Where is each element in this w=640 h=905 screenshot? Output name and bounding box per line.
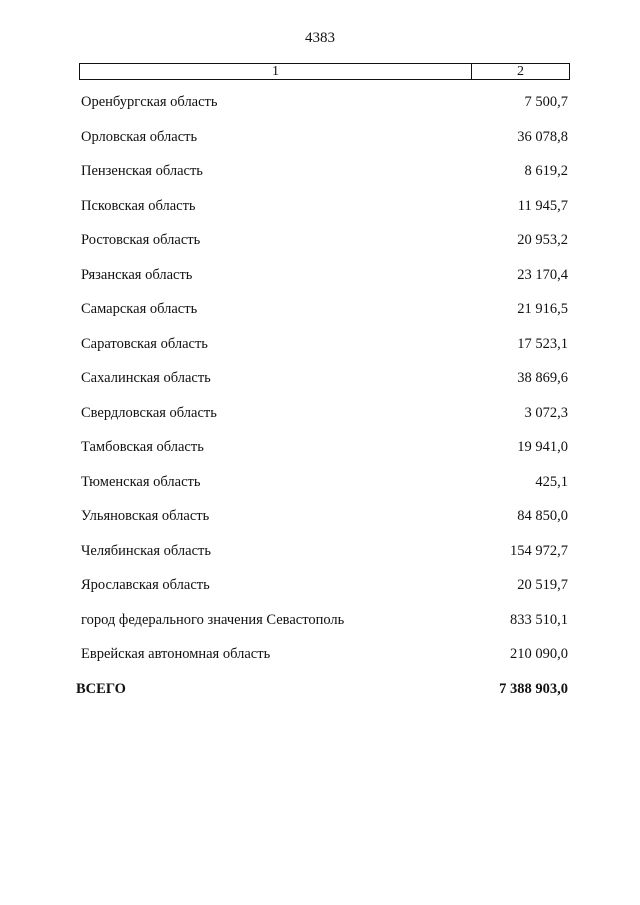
region-value: 20 519,7	[517, 577, 568, 593]
table-row	[79, 646, 568, 681]
table-row	[79, 474, 568, 509]
region-name: Еврейская автономная область	[81, 646, 271, 662]
table-row	[79, 301, 568, 336]
table-row	[79, 163, 568, 198]
table-row	[79, 370, 568, 405]
table-row	[79, 439, 568, 474]
region-value: 19 941,0	[517, 439, 568, 455]
table-row	[79, 543, 568, 578]
header-column-2: 2	[517, 64, 524, 79]
table-row	[79, 198, 568, 233]
region-value: 20 953,2	[517, 232, 568, 248]
table-row	[79, 612, 568, 647]
region-name: Ульяновская область	[81, 508, 210, 524]
table-body	[76, 94, 568, 715]
table-row	[79, 405, 568, 440]
table-header	[79, 63, 570, 80]
region-value: 17 523,1	[517, 335, 568, 352]
region-value: 36 078,8	[517, 128, 568, 145]
region-value: 425,1	[535, 473, 568, 490]
region-name: Орловская область	[81, 128, 198, 145]
region-name: Ярославская область	[81, 577, 210, 593]
total-value: 7 388 903,0	[499, 680, 568, 697]
table-row	[79, 232, 568, 267]
region-value: 7 500,7	[524, 94, 568, 110]
region-name: Ростовская область	[81, 232, 201, 248]
region-value: 3 072,3	[524, 404, 568, 421]
region-name: город федерального значения Севастополь	[81, 611, 345, 628]
region-name: Псковская область	[81, 197, 196, 214]
table-row	[79, 336, 568, 371]
region-name: Саратовская область	[81, 335, 208, 352]
region-name: Самарская область	[81, 301, 198, 317]
region-name: Свердловская область	[81, 404, 217, 421]
table-row	[79, 508, 568, 543]
region-name: Челябинская область	[81, 542, 211, 559]
table-row	[79, 129, 568, 164]
region-name: Сахалинская область	[81, 370, 211, 386]
region-value: 21 916,5	[517, 301, 568, 317]
total-label: ВСЕГО	[76, 680, 126, 697]
table-row	[79, 577, 568, 612]
region-value: 84 850,0	[517, 508, 568, 524]
region-value: 11 945,7	[517, 197, 568, 214]
region-name: Тамбовская область	[81, 439, 204, 455]
region-name: Пензенская область	[81, 163, 203, 179]
region-name: Оренбургская область	[81, 94, 218, 110]
region-value: 210 090,0	[510, 646, 568, 662]
region-name: Рязанская область	[81, 266, 193, 283]
header-column-1: 1	[80, 64, 472, 79]
region-value: 154 972,7	[510, 542, 568, 559]
total-row	[76, 680, 568, 716]
region-value: 23 170,4	[517, 266, 568, 283]
table-row	[79, 267, 568, 302]
region-value: 38 869,6	[517, 370, 568, 386]
table-row	[79, 94, 568, 129]
page-number: 4383	[305, 30, 335, 46]
region-value: 8 619,2	[524, 163, 568, 179]
region-value: 833 510,1	[510, 611, 568, 628]
region-name: Тюменская область	[81, 473, 201, 490]
